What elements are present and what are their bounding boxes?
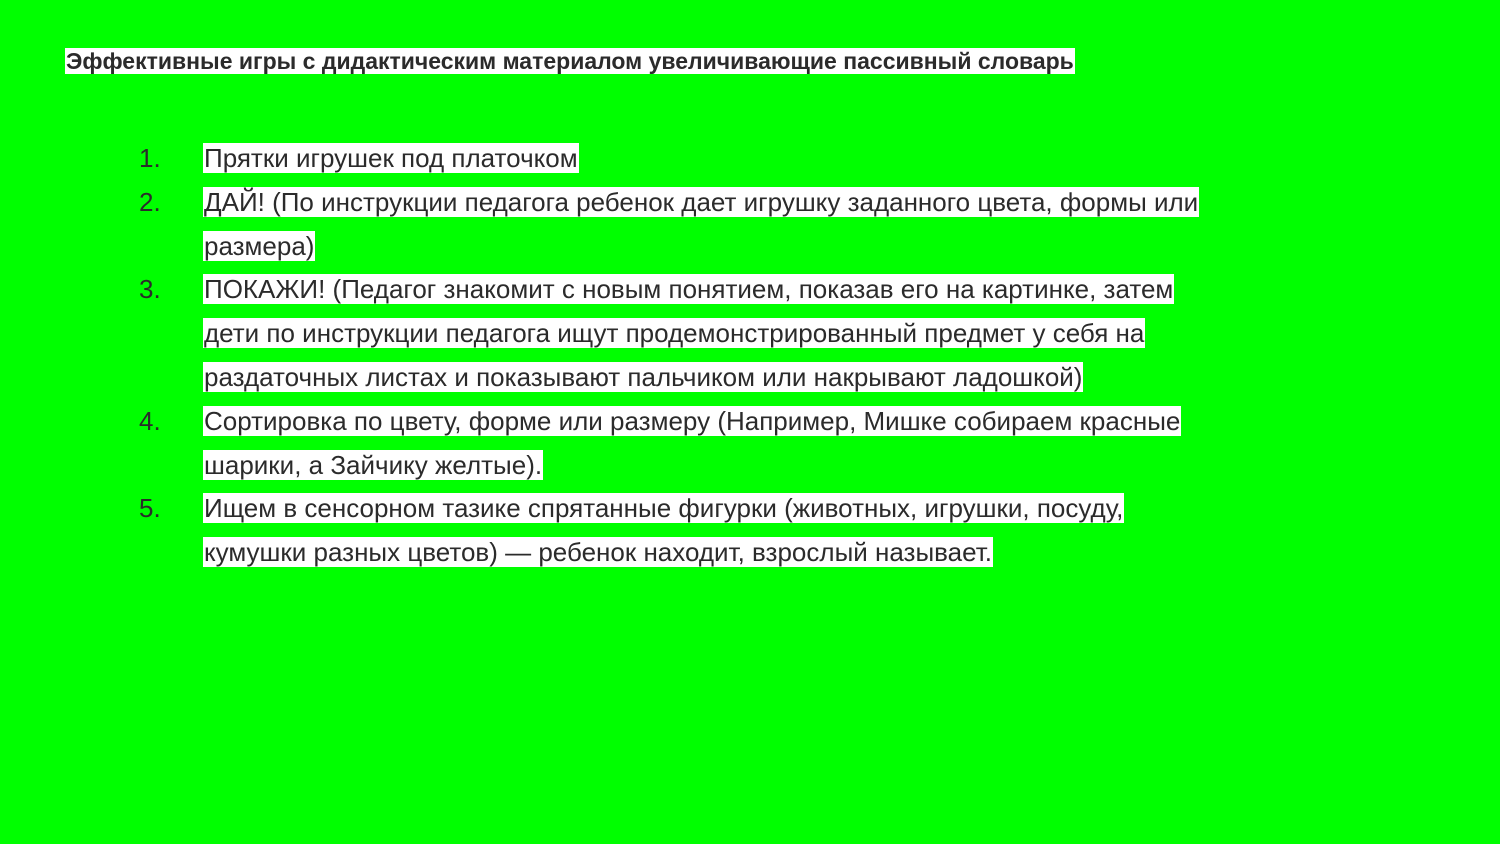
list-item (139, 137, 1439, 181)
list-item-line (203, 487, 1439, 531)
list-item-number: 5. (139, 493, 161, 524)
list-item (139, 400, 1439, 488)
list-item-text: шарики, а Зайчику желтые). (204, 449, 543, 480)
list-item (139, 268, 1439, 399)
list-item-line (203, 268, 1439, 312)
list-item-text: размера) (204, 230, 315, 261)
list-item-line (203, 312, 1439, 356)
list-item-number: 4. (139, 405, 161, 436)
slide-title (65, 45, 1075, 77)
list-item-line (203, 531, 1439, 575)
list-item (139, 181, 1439, 269)
list-item-number: 1. (139, 143, 161, 173)
slide-title-text: Эффективные игры с дидактическим материалом увеличивающие пассивный словарь (66, 48, 1074, 74)
list-item-line (203, 181, 1439, 225)
list-item-line (203, 356, 1439, 400)
list-item-line (203, 137, 1439, 181)
games-list (139, 137, 1439, 575)
list-item-text: раздаточных листах и показывают пальчиком или накрывают ладошкой) (204, 361, 1083, 392)
list-item-text: кумушки разных цветов) — ребенок находит, взрослый называет. (204, 537, 992, 568)
list-item-number: 3. (139, 274, 161, 305)
list-item-line (203, 400, 1439, 444)
list-item-text: Прятки игрушек под платочком (204, 143, 578, 173)
list-item-text: ДАЙ! (По инструкции педагога ребенок дает игрушку заданного цвета, формы или (204, 186, 1199, 217)
list-item-number: 2. (139, 186, 161, 217)
list-item-line (203, 225, 1439, 269)
list-item (139, 487, 1439, 575)
list-item-text: Ищем в сенсорном тазике спрятанные фигурки (животных, игрушки, посуду, (204, 493, 1124, 524)
list-item-text: Сортировка по цвету, форме или размеру (Например, Мишке собираем красные (204, 405, 1181, 436)
list-item-text: ПОКАЖИ! (Педагог знакомит с новым понятием, показав его на картинке, затем (204, 274, 1174, 305)
list-item-line (203, 444, 1439, 488)
list-item-text: дети по инструкции педагога ищут продемонстрированный предмет у себя на (204, 318, 1145, 349)
